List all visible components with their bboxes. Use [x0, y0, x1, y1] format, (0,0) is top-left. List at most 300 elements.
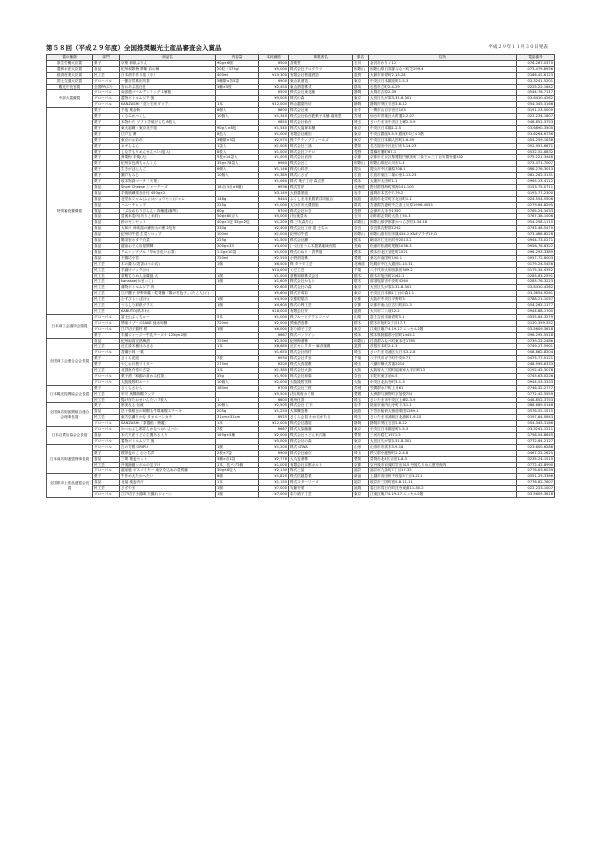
category-cell: グローバル [93, 492, 120, 498]
company-cell: 株式にさざ [289, 173, 353, 179]
phone-cell: 024-554-5506 [517, 196, 555, 202]
price-cell: ¥667 [259, 332, 289, 338]
product-cell: 北栄氷ジャム(ふにはショウセン)ジャム [120, 196, 216, 202]
product-cell: 瀬戸もみじ [120, 173, 216, 179]
address-cell: 大田区久が原3-31-8-301 [369, 438, 517, 444]
award-type-cell: 日本商店街連盟理事長賞 [47, 444, 93, 474]
phone-cell: 03-3654-9261 [517, 291, 555, 297]
category-cell: 食品 [93, 220, 120, 226]
company-cell: 彩り硝子工芸 [289, 492, 353, 498]
prefecture-cell: 福島 [353, 409, 369, 415]
category-cell: 民工芸 [93, 391, 120, 397]
price-cell: ¥2,130 [259, 468, 289, 474]
company-cell: 株式会社プロダクツ [289, 66, 353, 72]
column-header: 住所 [369, 55, 517, 61]
company-cell: 株式大鳥屋敷 [289, 362, 353, 368]
quantity-cell: 20粒（375g） [216, 66, 259, 72]
company-cell: 株式宮岸 [289, 184, 353, 190]
category-cell: 民工芸 [93, 344, 120, 350]
company-cell: 近江セレクター 麻彦孫親 [289, 344, 353, 350]
product-cell: 天陽坊小宮 [120, 255, 216, 261]
company-cell: 株フルーツグラスコハマ [289, 314, 353, 320]
price-cell: ¥2,400 [259, 226, 289, 232]
company-cell: 株式会社瀬 [289, 238, 353, 244]
prefecture-cell: 長野 [353, 208, 369, 214]
product-cell: ハニーチャップ [120, 202, 216, 208]
product-cell: 蓋物ボトルムジア 後 [120, 438, 216, 444]
company-cell: 株式会社かもと [289, 279, 353, 285]
product-cell: 揚げ彦たおせいんたい 7枚入 [120, 397, 216, 403]
address-cell: 大連市太田町1-1 [369, 179, 517, 185]
product-cell: 牛作め大たかへたい [120, 474, 216, 480]
phone-cell: 096-295-5518 [517, 332, 555, 338]
company-cell: 大阪後桜雪株 [289, 379, 353, 385]
category-cell: 菓子 [93, 332, 120, 338]
address-cell: 桑名市南国町100-1 [369, 255, 517, 261]
price-cell: ¥2,778 [259, 456, 289, 462]
company-cell: 株式会社仙台藍菓子本舗 堀楽堂 [289, 114, 353, 120]
phone-cell: 0467-22-2625 [517, 450, 555, 456]
product-cell: 一節自然系田坊茶 [120, 78, 216, 84]
company-cell: 株アクティブフィールズ [289, 137, 353, 143]
company-cell: 株式会社こ [289, 161, 353, 167]
address-cell: 静岡市葵区石田3-8-12 [369, 421, 517, 427]
quantity-cell: 205g [216, 409, 259, 415]
prefecture-cell: 東京 [353, 131, 369, 137]
price-cell: ¥2,000 [259, 320, 289, 326]
category-cell: 食品 [93, 196, 120, 202]
category-cell: グローバル [93, 314, 120, 320]
phone-cell: 03-6410-4262 [517, 285, 555, 291]
address-cell: 山形市市高木3-9-18 [369, 444, 517, 450]
price-cell: ¥1,540 [259, 125, 289, 131]
address-cell: 和歌山県有田市篠434-2 K&Eプラザ1F-D [369, 232, 517, 238]
company-cell: 彩り硝子工芸 [289, 326, 353, 332]
company-cell: 株 タナダ工芸 [289, 261, 353, 267]
award-type-cell: 国土交通大臣賞 [47, 78, 93, 84]
quantity-cell: 1個 [216, 297, 259, 303]
company-cell: 株式会社の森 [289, 438, 353, 444]
product-cell: 三菓 菓麦セット [120, 456, 216, 462]
product-cell: kanasoe(かまっこ) [120, 279, 216, 285]
category-cell: グローバル [93, 421, 120, 427]
category-cell: 食品 [93, 202, 120, 208]
address-cell: 上越市高田町千枚原3丁目3-211 [369, 474, 517, 480]
company-cell: 株式パンワイン [289, 332, 353, 338]
address-cell: 会津市大末寺1350 [369, 208, 517, 214]
phone-cell: 03-6264-6736 [517, 131, 555, 137]
price-cell: ¥600 [259, 397, 289, 403]
company-cell: 株式山料亭 [289, 167, 353, 173]
prefecture-cell: 東京 [353, 326, 369, 332]
company-cell: 東山泉酒造 [289, 78, 353, 84]
phone-cell: 0749-27-5901 [517, 344, 555, 350]
quantity-cell: 200g×33 [216, 244, 259, 250]
address-cell: 奈良県吉野郡1242 [369, 226, 517, 232]
price-cell: ¥1,000 [259, 249, 289, 255]
company-cell: さくら会員 わか衣がたる [289, 415, 353, 421]
quantity-cell: 330g [216, 226, 259, 232]
address-cell: 大阪府大三国町堀東家大半田町13 [369, 368, 517, 374]
category-cell: グローバル [93, 438, 120, 444]
price-cell: ¥2,000 [259, 433, 289, 439]
category-cell: 菓子 [93, 60, 120, 66]
price-cell: ¥5,000 [259, 438, 289, 444]
product-cell: 鈴のゼンセット [120, 220, 216, 226]
category-cell: 民工芸 [93, 291, 120, 297]
phone-cell: 03-6410-4262 [517, 96, 555, 102]
address-cell: 秩父郡小鹿野町1-2-4-8 [369, 450, 517, 456]
phone-cell: 0767-38-1006 [517, 214, 555, 220]
phone-cell: 0175-34-4352 [517, 267, 555, 273]
quantity-cell: 3種×5枚 [216, 84, 259, 90]
price-cell: ¥3,149 [259, 190, 289, 196]
category-cell: グローバル [93, 326, 120, 332]
table-body [47, 60, 555, 497]
product-cell: 生きがばにんご [120, 167, 216, 173]
prefecture-cell: 熊本 [353, 238, 369, 244]
prefecture-cell: 栃木 [353, 279, 369, 285]
product-cell: 関東コブーズSAKE 純米吟醸 [120, 320, 216, 326]
product-cell: 京菓 和紙ぷりん [120, 60, 216, 66]
category-cell: グローバル [93, 350, 120, 356]
prefecture-cell: 愛知 [353, 456, 369, 462]
category-cell: 民工芸 [93, 308, 120, 314]
phone-cell: 0965-23-4112 [517, 179, 555, 185]
product-cell: 江戸切子猫杯 桜 [120, 326, 216, 332]
address-cell: 中央区北浜寺町3-1-3 [369, 379, 517, 385]
product-cell: 北福 焼麦肉片 [120, 480, 216, 486]
address-cell: 豊橋市運町67-1 [369, 149, 517, 155]
company-cell: ふくしま未来農業共同組合 [289, 196, 353, 202]
price-cell: ¥8,685 [259, 344, 289, 350]
product-cell: 喫茶麦のこ むと名声 [120, 450, 216, 456]
phone-cell: 054-265-1177 [517, 303, 555, 309]
price-cell: ¥500 [259, 60, 289, 66]
prefecture-cell: 東京 [353, 438, 369, 444]
product-cell: 江戸櫃子 伊勢印籠・蛇背鐘「陽の冬色子」(たこ入(ぐ) [120, 291, 216, 297]
address-cell: 栃木市宿町2丁目17-7 [369, 320, 517, 326]
address-cell: さいたま市浦和区北浦和1-9-10 [369, 415, 517, 421]
company-cell: (有)後豊米 [289, 214, 353, 220]
prefecture-cell: 滋賀 [353, 308, 369, 314]
price-cell: ¥900 [259, 78, 289, 84]
prefecture-cell: 埼玉 [353, 350, 369, 356]
prefecture-cell: 千葉 [353, 267, 369, 273]
quantity-cell: 1本 [216, 102, 259, 108]
price-cell: ¥700 [259, 385, 289, 391]
product-cell: 甲川 奥樽紙糊ランプ [120, 391, 216, 397]
category-cell: 民工芸 [93, 285, 120, 291]
quantity-cell: 100ml [216, 232, 259, 238]
price-cell: ¥7,000 [259, 492, 289, 498]
category-cell: 民工芸 [93, 72, 120, 78]
company-cell: 株式会社仙台 [289, 119, 353, 125]
product-cell: 倉敷ちりめん金籠風 大 [120, 273, 216, 279]
quantity-cell: 10個入 [216, 403, 259, 409]
phone-cell: 0279-84-8295 [517, 202, 555, 208]
phone-cell: 048-852-3753 [517, 119, 555, 125]
company-cell: 関東酒造株 [289, 320, 353, 326]
quantity-cell: 90g入×8包 [216, 125, 259, 131]
category-cell: 民工芸 [93, 397, 120, 403]
quantity-cell: 1個 [216, 273, 259, 279]
quantity-cell: 225g [216, 202, 259, 208]
price-cell: ¥1,500 [259, 238, 289, 244]
price-cell: ¥18,000 [259, 308, 289, 314]
company-cell: 株式会社工房 恵 土ちゃ [289, 226, 353, 232]
prefecture-cell: 滋賀 [353, 72, 369, 78]
category-cell: グローバル [93, 320, 120, 326]
company-cell: 株式会社フチロ [289, 149, 353, 155]
price-cell: ¥4,600 [259, 303, 289, 309]
prefecture-cell: 広島 [353, 173, 369, 179]
quantity-cell: 8個 [216, 474, 259, 480]
phone-cell: 0120-359-352 [517, 320, 555, 326]
phone-cell: 0776-63-6039 [517, 468, 555, 474]
product-cell: 東方弘瀬りかな タオルハンカチ [120, 415, 216, 421]
phone-cell: 073-471-7007 [517, 161, 555, 167]
award-type-cell: 農林水産大臣賞 [47, 66, 93, 72]
phone-cell: 0192-42-3076 [517, 368, 555, 374]
prefecture-cell: 石川 [353, 214, 369, 220]
product-cell: テムシンプブル「早めき色いお茶」 [120, 249, 216, 255]
prefecture-cell: 愛媛 [353, 391, 369, 397]
quantity-cell: 10個入 [216, 173, 259, 179]
quantity-cell: 6個入 [216, 167, 259, 173]
address-cell: 京都市東山区古川町前1-3 [369, 303, 517, 309]
product-cell: 杏おあぶ話仕仕 [120, 84, 216, 90]
phone-cell: 086-276-3013 [517, 167, 555, 173]
category-cell: 民工芸 [93, 486, 120, 492]
category-cell: 食品 [93, 456, 120, 462]
address-cell: 那須塩原市中央町4264 [369, 279, 517, 285]
price-cell: ¥7,000 [259, 486, 289, 492]
phone-cell: 0186-42-6123 [517, 72, 555, 78]
category-cell: 全国PRぶり [93, 84, 120, 90]
company-cell: 株式会社西村 [289, 350, 353, 356]
price-cell: ¥1,900 [259, 373, 289, 379]
column-header: 商品名 [120, 55, 216, 61]
company-cell: (一社)まうら木農業地域有限 [289, 244, 353, 250]
price-cell: ¥1,340 [259, 114, 289, 120]
prefecture-cell: 奈良 [353, 226, 369, 232]
prefecture-cell: 熊本 [353, 179, 369, 185]
company-cell: 株式会社かき [289, 208, 353, 214]
address-cell: 宇陀市東字治4-5 [369, 373, 517, 379]
product-cell: 岳十県稚豆の和帽も牛環地幌ステーキ [120, 409, 216, 415]
company-cell: くだ工芸 [289, 267, 353, 273]
address-cell: 石巻市立町2-4-29 [369, 84, 517, 90]
product-cell: 坂本物資マーチ「天菓」 [120, 179, 216, 185]
company-cell: 株式会社の森 [289, 285, 353, 291]
quantity-cell: 10個入 [216, 379, 259, 385]
phone-cell: 054-345-3166 [517, 102, 555, 108]
product-cell: 越前おでん岩屋開陣 [120, 244, 216, 250]
product-cell: 南部鶏ゴールデンミッグ 1個箱 [120, 90, 216, 96]
company-cell: 株式人参藤藤 [289, 427, 353, 433]
product-cell: 紀州切牛壺 生菜シロップ [120, 232, 216, 238]
company-cell: 京都紺屋店 [289, 297, 353, 303]
address-cell: 盛岡市本宮中7-79-2 [369, 190, 517, 196]
prefecture-cell: 栃木 [353, 273, 369, 279]
prefecture-cell: 埼玉 [353, 450, 369, 456]
product-cell: くるみかべくし [120, 114, 216, 120]
prefecture-cell: 静岡 [353, 102, 369, 108]
prefecture-cell: 東京 [353, 137, 369, 143]
product-cell: 紀州和歌梅 夢紫 彩の舞 [120, 66, 216, 72]
announcement-date: 平成２９年１１月３０日発表 [488, 45, 548, 50]
address-cell: 江東区亀戸4-19-17 ニッセル2階 [369, 326, 517, 332]
address-cell: 羽咋郡志賀町大鳥上50-3 [369, 214, 517, 220]
price-cell: ¥6,500 [259, 261, 289, 267]
company-cell: 株式会社うどん米穴藤 [289, 433, 353, 439]
company-cell: 株式会社越屋 [289, 421, 353, 427]
category-cell: 民工芸 [93, 297, 120, 303]
address-cell: 中央区日本橋人形町1-6-49 [369, 137, 517, 143]
quantity-cell: 1個 [216, 303, 259, 309]
price-cell: ¥1,000 [259, 149, 289, 155]
quantity-cell: 60g [216, 208, 259, 214]
quantity-cell: 40g×1包 35g×2包 [216, 220, 259, 226]
prefecture-cell: 奈良 [353, 373, 369, 379]
category-cell: 民工芸 [93, 267, 120, 273]
prefecture-cell: 福岡 [353, 486, 369, 492]
company-cell: 奥州仕香 [289, 397, 353, 403]
address-cell: 下宮市稲荷大街道乗国1269-1 [369, 409, 517, 415]
quantity-cell: 165g×5種 [216, 433, 259, 439]
quantity-cell: 8枚入 [216, 149, 259, 155]
address-cell: 広島市東区二葉の里1-13-23 [369, 173, 517, 179]
award-type-cell: 日本百貨店協会会長賞 [47, 427, 93, 445]
address-cell: 大岡市吉原2-39 [369, 90, 517, 96]
prefecture-cell: 宮城 [353, 114, 369, 120]
award-type-cell: 日本観光振興協会会長賞 [47, 385, 93, 403]
company-cell: 株式会社東 [289, 108, 353, 114]
quantity-cell: 5本 [216, 314, 259, 320]
address-cell: 和歌山県紀の川市1-4 [369, 161, 517, 167]
address-cell: 仙台市青葉区大町通2-2-07 [369, 114, 517, 120]
award-table [46, 54, 555, 498]
address-cell: 大洲郡与謝野町字加悦751 [369, 391, 517, 397]
quantity-cell: 30g×8包入 [216, 468, 259, 474]
company-cell: 株式会社麻次 [289, 450, 353, 456]
price-cell: ¥1,380 [259, 368, 289, 374]
phone-cell: 082-262-3131 [517, 173, 555, 179]
phone-cell: 0197-64-0843 [517, 415, 555, 421]
product-cell: 紀州奈良漬ちゃんくん [120, 161, 216, 167]
prefecture-cell: 福井 [353, 480, 369, 486]
price-cell: ¥500 [259, 90, 289, 96]
phone-cell: 0765-24-3433 [517, 208, 555, 214]
company-cell: 株式会社 仁木 [289, 403, 353, 409]
quantity-cell: 1個 [216, 492, 259, 498]
company-cell: 有限会社桜盛酒造 [289, 72, 353, 78]
quantity-cell: 720ml [216, 255, 259, 261]
price-cell: ¥667 [259, 427, 289, 433]
price-cell: ¥2,970 [259, 137, 289, 143]
address-cell: 熊本市北区須佐町1021 [369, 249, 517, 255]
page-title: 第５８回（平成２９年度）全国推奨観光土産品審査会入賞品 [46, 44, 222, 52]
prefecture-cell: 大阪 [353, 379, 369, 385]
phone-cell: 0544-76-7117 [517, 90, 555, 96]
address-cell: さいたま市浦区大日本3-2-8 [369, 350, 517, 356]
address-cell: 野付郡別海町別海141-100 [369, 184, 517, 190]
quantity-cell: 1個 [216, 326, 259, 332]
prefecture-cell: 栃木 [353, 320, 369, 326]
product-cell: 白の方酢 ORIPU [120, 444, 216, 450]
company-cell: 株式 IZWA [289, 444, 353, 450]
product-cell: 手縫けバック(か) [120, 267, 216, 273]
category-cell: 菓子 [93, 173, 120, 179]
address-cell: 春日市春日白町沈寺東番11-30-2 [369, 486, 517, 492]
quantity-cell: 1個 [216, 261, 259, 267]
company-cell: 株式会社三浦 [289, 143, 353, 149]
phone-cell: 0475-77-0121 [517, 356, 555, 362]
company-cell: 株山越屋所坊 [289, 102, 353, 108]
company-cell: 株式手塚彩 [289, 291, 353, 297]
price-cell: ¥5,000 [259, 66, 289, 72]
product-cell: 東大福練・東京北斤塩 [120, 125, 216, 131]
address-cell: 陸前市東内山寺町下本1-1 [369, 403, 517, 409]
address-cell: 京都市左京区聖護院円頓美町二条下ル三丁目安置寺通332 [369, 155, 517, 161]
category-cell: 菓子 [93, 179, 120, 185]
category-cell: 食品 [93, 338, 120, 344]
column-header: 内容量 [216, 55, 259, 61]
quantity-cell: 31cm×31cm [216, 415, 259, 421]
product-cell: さくら花庭 [120, 356, 216, 362]
phone-cell: 0956-76-8322 [517, 244, 555, 250]
price-cell: ¥850 [259, 119, 289, 125]
category-cell: 菓子 [93, 362, 120, 368]
company-cell: 株式の利工芸 [289, 303, 353, 309]
price-cell: ¥1,148 [259, 167, 289, 173]
prefecture-cell: 福島 [353, 196, 369, 202]
prefecture-cell: 滋賀 [353, 344, 369, 350]
quantity-cell: 1個 [216, 279, 259, 285]
company-cell: 株式会社三桜 [289, 385, 353, 391]
product-cell: 北国魚介堂の古袋 [120, 368, 216, 374]
phone-cell: 03-3241-1211 [517, 427, 555, 433]
prefecture-cell: 熊本 [353, 249, 369, 255]
company-cell: 大府農業組 [289, 190, 353, 196]
phone-cell: 0285-83-2591 [517, 273, 555, 279]
product-cell: 近江漆木桶ほみさる [120, 344, 216, 350]
product-cell: KANZASHI「茶器組・簡籠」 [120, 421, 216, 427]
product-cell: むすびトンぱ(小) [120, 297, 216, 303]
category-cell: 食品 [93, 226, 120, 232]
company-cell: 安藤寺業 [289, 486, 353, 492]
quantity-cell: 1本 [216, 480, 259, 486]
product-cell: 手焼柚練楽赤汁付 450g×2 [120, 190, 216, 196]
phone-cell: 0225-22-1842 [517, 84, 555, 90]
address-cell: 八千代市大和田新田369-2 [369, 267, 517, 273]
company-cell: 株式 菓子工房 森点堂 [289, 179, 353, 185]
prefecture-cell: 東京 [353, 285, 369, 291]
price-cell: ¥3,000 [259, 244, 289, 250]
category-cell: グローバル [93, 78, 120, 84]
address-cell: 江東区亀戸4-19-17 ニッセル2階 [369, 492, 517, 498]
product-cell: ネギらぶら [120, 143, 216, 149]
address-cell: 名古屋市中区北川市3-14-23 [369, 143, 517, 149]
quantity-cell: 180ml [216, 385, 259, 391]
category-cell: 民工芸 [93, 368, 120, 374]
category-cell: 食品 [93, 232, 120, 238]
address-cell: 大田区久が原3-31-8-301 [369, 96, 517, 102]
address-cell: 豊岡市北4区吉田1-8-3 [369, 456, 517, 462]
quantity-cell: 7枚 [216, 427, 259, 433]
address-cell: 福島市北栄町字北谷町1-1 [369, 196, 517, 202]
